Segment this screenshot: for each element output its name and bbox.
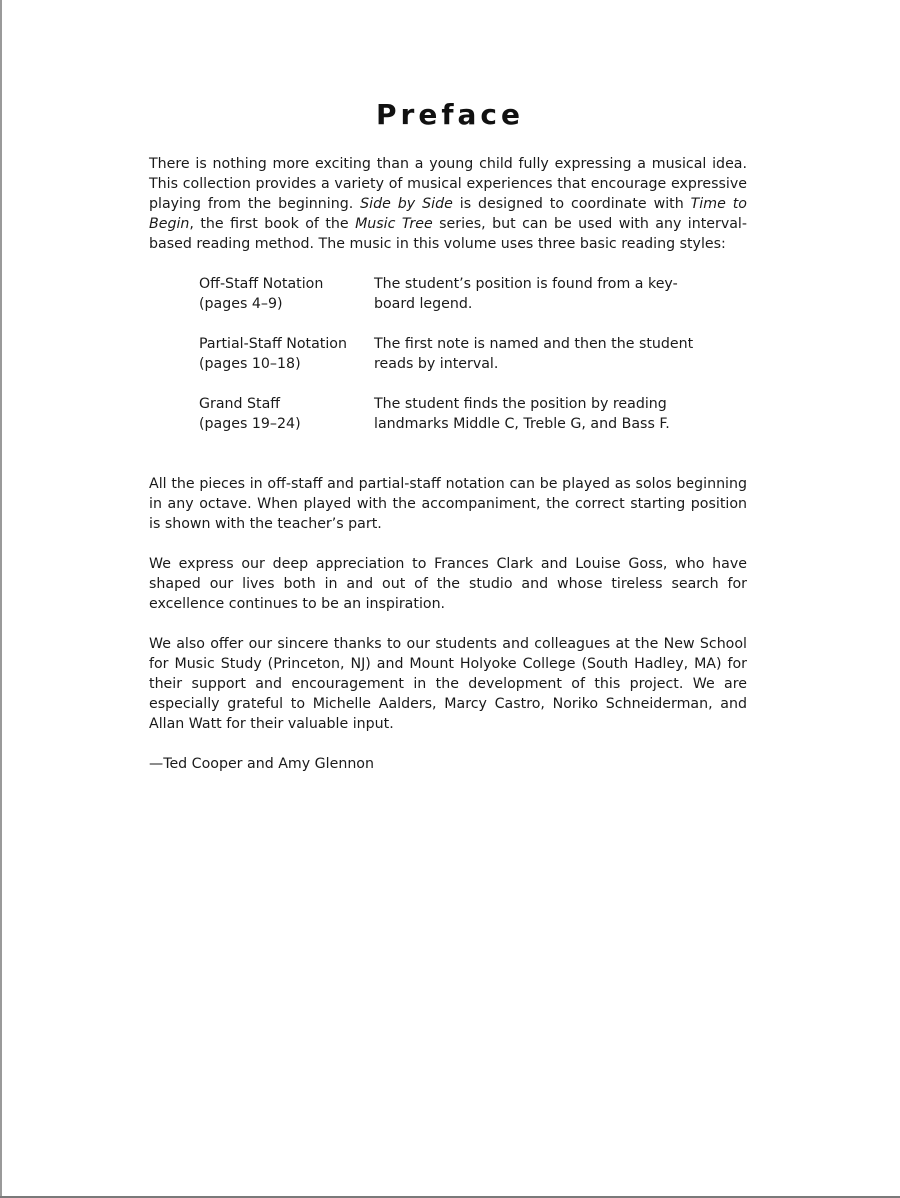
reading-style-description <box>374 274 719 314</box>
reading-style-partial-staff <box>199 334 719 374</box>
reading-style-desc-line: reads by interval. <box>374 356 499 372</box>
reading-style-description <box>374 334 719 374</box>
reading-styles-list <box>199 274 719 454</box>
book-title-time-to-begin: Time to Begin <box>149 196 747 232</box>
reading-style-pages: (pages 10–18) <box>199 356 301 372</box>
series-title-music-tree: Music Tree <box>355 216 433 232</box>
intro-text-1: There is nothing more exciting than a young child fully expressing a musical idea. This collection provides a variety of musical experiences that encourage expressive playing from the beginning. <box>149 156 747 212</box>
intro-text-4: series, but can be used with any interval-based reading method. The music in this volume uses three basic reading styles: <box>149 216 747 252</box>
reading-style-name: Grand Staff <box>199 396 281 412</box>
authors-signature: —Ted Cooper and Amy Glennon <box>149 756 374 772</box>
reading-style-pages: (pages 4–9) <box>199 296 283 312</box>
reading-style-grand-staff <box>199 394 719 434</box>
book-title-side-by-side: Side by Side <box>360 196 453 212</box>
reading-style-desc-line: The first note is named and then the student <box>374 336 694 352</box>
reading-style-desc-line: landmarks Middle C, Treble G, and Bass F. <box>374 416 670 432</box>
reading-style-label <box>199 274 374 314</box>
reading-style-label <box>199 334 374 374</box>
intro-paragraph <box>149 154 747 254</box>
page-title: Preface <box>376 98 524 131</box>
reading-style-name: Partial-Staff Notation <box>199 336 347 352</box>
reading-style-name: Off-Staff Notation <box>199 276 324 292</box>
reading-style-description <box>374 394 719 434</box>
reading-style-label <box>199 394 374 434</box>
solos-paragraph: All the pieces in off-staff and partial-staff notation can be played as solos beginning in any octave. When played with the accompaniment, the correct starting position is shown with the teacher’s part. <box>149 476 747 532</box>
intro-text-3: , the first book of the <box>189 216 356 232</box>
reading-style-pages: (pages 19–24) <box>199 416 301 432</box>
reading-style-desc-line: board legend. <box>374 296 473 312</box>
thanks-paragraph: We also offer our sincere thanks to our students and colleagues at the New School for Music Study (Princeton, NJ) and Mount Holyoke College (South Hadley, MA) for their support and encouragement in the development of this project. We are especially grateful to Michelle Aalders, Marcy Castro, Noriko Schneiderman, and Allan Watt for their valuable input. <box>149 636 747 732</box>
page-left-edge <box>0 0 2 1198</box>
reading-style-off-staff <box>199 274 719 314</box>
reading-style-desc-line: The student’s position is found from a key- <box>374 276 678 292</box>
intro-text-2: is designed to coordinate with <box>452 196 691 212</box>
reading-style-desc-line: The student finds the position by reading <box>374 396 667 412</box>
appreciation-paragraph: We express our deep appreciation to Frances Clark and Louise Goss, who have shaped our lives both in and out of the studio and whose tireless search for excellence continues to be an inspiration. <box>149 556 747 612</box>
